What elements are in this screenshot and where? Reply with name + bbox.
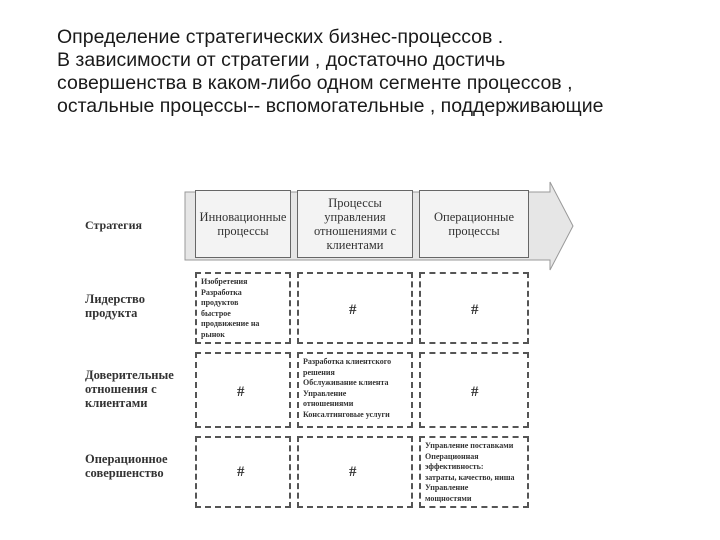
hash-mark: # xyxy=(237,464,245,480)
matrix-cell xyxy=(419,272,529,344)
process-item: Обслуживание клиента xyxy=(303,378,389,387)
hash-mark: # xyxy=(237,384,245,400)
column-header-innovation xyxy=(195,190,291,258)
matrix-cell xyxy=(297,272,413,344)
matrix-cell xyxy=(419,352,529,428)
hash-mark: # xyxy=(349,464,357,480)
column-header-operations xyxy=(419,190,529,258)
process-item: Разработка xyxy=(201,287,242,297)
hash-mark: # xyxy=(349,302,357,318)
process-list xyxy=(201,277,259,340)
title-line: Определение стратегических бизнес-процессов . xyxy=(57,26,504,48)
strategy-label: Стратегия xyxy=(85,218,142,232)
matrix-cell xyxy=(297,436,413,508)
hash-mark: # xyxy=(471,384,479,400)
slide-title xyxy=(57,26,717,118)
row-label-customer-intimacy: Доверительные отношения с клиентами xyxy=(85,368,174,410)
matrix-cell xyxy=(419,436,529,508)
matrix-cell xyxy=(297,352,413,428)
process-item: Разработка клиентского xyxy=(303,357,392,366)
process-item: быстрое xyxy=(201,308,231,318)
row-label-product-leadership: Лидерство продукта xyxy=(85,292,145,320)
row-label-operational-excellence: Операционное совершенство xyxy=(85,452,168,480)
column-header-crm xyxy=(297,190,413,258)
process-item: решения xyxy=(303,367,335,377)
process-item: Управление xyxy=(303,388,347,398)
column-header-label: Инновационные процессы xyxy=(199,210,287,238)
column-header-label: Процессы управления отношениями с клиентами xyxy=(313,196,397,252)
column-header-label: Операционные процессы xyxy=(433,210,515,238)
process-item: отношениями xyxy=(303,399,354,408)
process-item: продвижение на xyxy=(201,319,260,328)
hash-mark: # xyxy=(471,302,479,318)
matrix-cell xyxy=(195,352,291,428)
process-item: Операционная xyxy=(425,451,479,461)
process-item: затраты, качество, ниша xyxy=(425,472,515,482)
process-item: Изобретения xyxy=(201,277,248,286)
process-list xyxy=(425,441,515,504)
title-line: остальные процессы-- вспомогательные , поддерживающие xyxy=(57,95,604,117)
process-item: Управление поставками xyxy=(425,441,514,450)
matrix-cell xyxy=(195,272,291,344)
process-list xyxy=(303,357,391,420)
strategy-process-matrix xyxy=(85,180,585,520)
process-item: Управление xyxy=(425,483,469,492)
process-item: мощностями xyxy=(425,493,472,503)
matrix-cell xyxy=(195,436,291,508)
process-item: продуктов xyxy=(201,298,239,307)
process-item: Консалтинговые услуги xyxy=(303,409,390,419)
process-item: рынок xyxy=(201,329,225,339)
title-line: совершенства в каком-либо одном сегменте процессов , xyxy=(57,72,573,94)
process-item: эффективность: xyxy=(425,462,484,471)
title-line: В зависимости от стратегии , достаточно достичь xyxy=(57,49,506,71)
